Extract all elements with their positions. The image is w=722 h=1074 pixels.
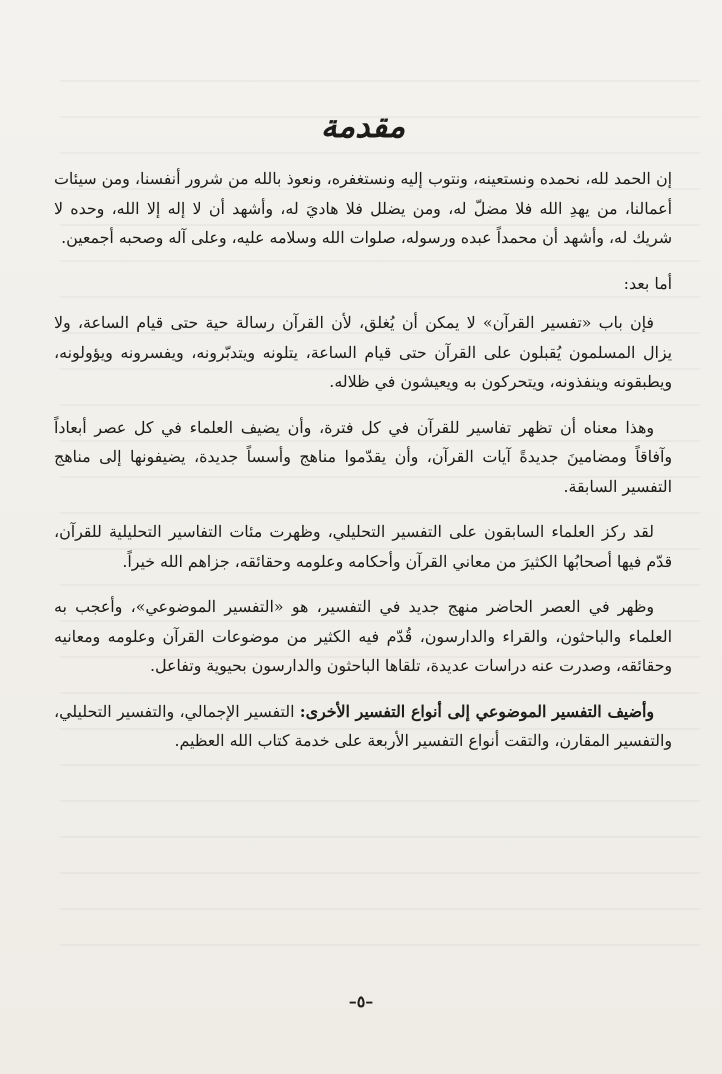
paragraph-tafsir-types (54, 697, 672, 756)
page-content (54, 100, 672, 772)
paragraph-lead-bold: وأضيف التفسير الموضوعي إلى أنواع التفسير الأخرى: (299, 701, 654, 721)
paragraph-amma-baad: أما بعد: (623, 273, 672, 293)
paragraph-new-tafasir: وهذا معناه أن تظهر تفاسير للقرآن في كل فترة، وأن يضيف العلماء في كل عصر أبعاداً وآفاقاً ومضامينَ جديدةً آيات القرآن، وأن يقدّموا مناهج وأسساً جديدة، يضيفونها إلى مناهج التفسير السابقة. (54, 417, 672, 496)
paragraph-rest: التفسير الإجمالي، والتفسير التحليلي، والتفسير المقارن، والتقت أنواع التفسير الأربعة على خدمة كتاب الله العظيم. (54, 701, 672, 750)
paragraph-opening-praise: إن الحمد لله، نحمده ونستعينه، ونتوب إليه ونستغفره، ونعوذ بالله من شرور أنفسنا، ومن سيئات أعمالنا، من يهدِ الله فلا مضلّ له، ومن يضلل فلا هاديَ له، وأشهد أن لا إله إلا الله، وحده لا شريك له، وأشهد أن محمداً عبده ورسوله، صلوات الله وسلامه عليه، وعلى آله وصحبه أجمعين. (54, 169, 672, 247)
page-number: –٥– (348, 992, 374, 1011)
paragraph-tafsir-door: فإن باب «تفسير القرآن» لا يمكن أن يُغلق، لأن القرآن رسالة حية حتى قيام الساعة، ولا يزال المسلمون يُقبلون على القرآن حتى قيام الساعة، يتلونه ويتدبّرونه، ويفسرونه ويؤولونه، ويطبقونه وينفذونه، ويتحركون به ويعيشون في ظلاله. (54, 313, 672, 391)
paragraph-thematic-tafsir: وظهر في العصر الحاضر منهج جديد في التفسير، هو «التفسير الموضوعي»، وأعجب به العلماء والباحثون، والقراء والدارسون، قُدّم فيه الكثير من موضوعات القرآن وعلومه ومعانيه وحقائقه، وصدرت عنه دراسات عديدة، تلقاها الباحثون والدارسون بحيوية وتفاعل. (54, 597, 672, 675)
paragraph-analytical-tafsir: لقد ركز العلماء السابقون على التفسير التحليلي، وظهرت مئات التفاسير التحليلية للقرآن، قدّم فيها أصحابُها الكثيرَ من معاني القرآن وأحكامه وعلومه وحقائقه، جزاهم الله خيراً. (54, 522, 672, 571)
page-title: مقدمة (320, 107, 406, 145)
